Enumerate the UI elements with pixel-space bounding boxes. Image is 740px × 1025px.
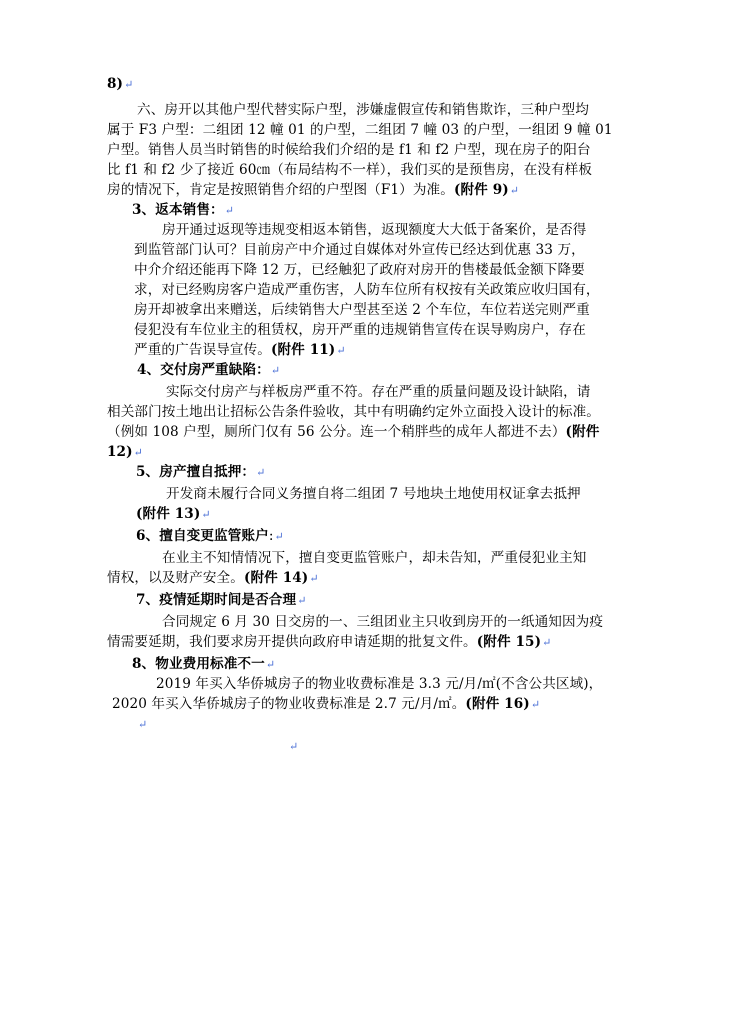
text-line xyxy=(134,280,600,300)
attachment-ref: (附件 16) xyxy=(465,696,530,712)
line-text: 房开通过返现等违规变相返本销售，返现额度大大低于备案价，是否得 xyxy=(162,222,587,238)
text-line xyxy=(137,714,147,735)
paragraph-mark-icon: ↵ xyxy=(336,344,346,357)
paragraph-mark-icon: ↵ xyxy=(270,364,281,377)
paragraph-mark-icon: ↵ xyxy=(297,594,307,607)
text-line xyxy=(162,612,603,632)
paragraph-mark-icon: ↵ xyxy=(309,572,319,585)
colon-text: : xyxy=(268,528,274,544)
text-line xyxy=(166,484,581,504)
paragraph-mark-icon: ↵ xyxy=(256,466,266,479)
line-text: 8) xyxy=(107,76,124,92)
text-line xyxy=(107,568,319,589)
line-text: 情需要延期，我们要求房开提供向政府申请延期的批复文件。 xyxy=(107,634,477,650)
paragraph-mark-icon: ↵ xyxy=(124,78,134,91)
line-text: 开发商未履行合同义务擅自将二组团 7 号地块土地使用权证拿去抵押 xyxy=(166,486,581,502)
line-text: 相关部门按土地出让招标公告条件验收，其中有明确约定外立面投入设计的标准。 xyxy=(107,404,600,420)
text-line xyxy=(107,180,519,201)
line-text: 7、疫情延期时间是否合理 xyxy=(136,592,297,608)
line-text: 比 f1 和 f2 少了接近 60㎝（布局结构不一样），我们买的是预售房，在没有样板 xyxy=(107,162,593,178)
paragraph-mark-icon: ↵ xyxy=(509,184,520,197)
line-text: 情权，以及财产安全。 xyxy=(107,570,244,586)
text-line xyxy=(134,340,346,361)
text-line xyxy=(107,120,613,140)
text-line xyxy=(107,74,133,95)
text-line xyxy=(132,654,275,675)
text-line xyxy=(107,632,551,653)
attachment-ref: (附件 9) xyxy=(453,182,509,198)
line-text: (附件 13) xyxy=(136,506,201,522)
text-line xyxy=(136,504,211,525)
line-text: 2019 年买入华侨城房子的物业收费标准是 3.3 元/月/㎡(不含公共区域)， xyxy=(156,676,603,692)
text-line xyxy=(132,200,234,221)
attachment-ref: (附件 14) xyxy=(243,570,309,586)
line-text: 侵犯没有车位业主的租赁权，房开严重的违规销售宣传在误导购房户，存在 xyxy=(134,322,586,338)
text-line xyxy=(112,694,540,715)
text-line xyxy=(107,422,599,442)
paragraph-mark-icon: ↵ xyxy=(133,446,143,459)
line-text: 2020 年买入华侨城房子的物业收费标准是 2.7 元/月/㎡。 xyxy=(112,696,466,712)
paragraph-mark-icon: ↵ xyxy=(542,636,552,649)
line-text: 求，对已经购房客户造成严重伤害，人防车位所有权按有关政策应收归国有， xyxy=(134,282,600,298)
line-text: 在业主不知情情况下，擅自变更监管账户，却未告知，严重侵犯业主知 xyxy=(162,550,587,566)
line-text: 4、交付房严重缺陷： xyxy=(137,362,270,378)
text-line xyxy=(156,674,602,694)
paragraph-mark-icon: ↵ xyxy=(265,658,276,671)
text-line xyxy=(107,140,591,160)
paragraph-mark-icon: ↵ xyxy=(530,698,541,711)
line-text: 属于 F3 户型：二组团 12 幢 01 的户型，二组团 7 幢 03 的户型，一组团 9 幢 01 xyxy=(107,122,613,138)
attachment-ref: (附件 15) xyxy=(476,634,542,650)
text-line xyxy=(136,526,284,547)
line-text: 严重的广告误导宣传。 xyxy=(134,342,271,358)
line-text: 8、物业费用标准不一 xyxy=(132,656,265,672)
paragraph-mark-icon: ↵ xyxy=(224,204,235,217)
line-text: 六、房开以其他户型代替实际户型，涉嫌虚假宣传和销售欺诈，三种户型均 xyxy=(137,102,589,118)
line-text: 合同规定 6 月 30 日交房的一、三组团业主只收到房开的一纸通知因为疫 xyxy=(162,614,604,630)
line-text: 房的情况下，肯定是按照销售介绍的户型图（F1）为准。 xyxy=(107,182,454,198)
line-text: 12) xyxy=(107,444,133,460)
paragraph-mark-icon: ↵ xyxy=(274,530,284,543)
attachment-ref: (附件 xyxy=(565,424,600,440)
text-line xyxy=(166,382,591,402)
text-line xyxy=(288,736,298,757)
line-text: 3、返本销售： xyxy=(132,202,224,218)
line-text: 房开却被拿出来赠送，后续销售大户型甚至送 2 个车位，车位若送完则严重 xyxy=(134,302,590,318)
text-line xyxy=(134,320,586,340)
text-line xyxy=(162,548,587,568)
text-line xyxy=(107,402,600,422)
line-text: 6、擅自变更监管账户 xyxy=(136,528,269,544)
text-line xyxy=(107,442,143,463)
line-text: 5、房产擅自抵押： xyxy=(136,464,256,480)
text-line xyxy=(107,160,592,180)
line-text: 中介介绍还能再下降 12 万，已经触犯了政府对房开的售楼最低金额下降要 xyxy=(134,262,585,278)
text-line xyxy=(134,240,585,260)
text-line xyxy=(137,100,589,120)
text-line xyxy=(136,462,265,483)
paragraph-mark-icon: ↵ xyxy=(289,740,299,753)
text-line xyxy=(134,300,590,320)
text-line xyxy=(137,360,280,381)
line-text: 实际交付房产与样板房严重不符。存在严重的质量问题及设计缺陷，请 xyxy=(166,384,591,400)
line-text: （例如 108 户型，厕所门仅有 56 公分。连一个稍胖些的成年人都进不去） xyxy=(107,424,566,440)
text-line xyxy=(134,260,585,280)
text-line xyxy=(162,220,587,240)
paragraph-mark-icon: ↵ xyxy=(201,508,211,521)
attachment-ref: (附件 11) xyxy=(270,342,336,358)
line-text: 到监管部门认可？目前房产中介通过自媒体对外宣传已经达到优惠 33 万， xyxy=(134,242,585,258)
paragraph-mark-icon: ↵ xyxy=(138,718,148,731)
text-line xyxy=(136,590,307,611)
line-text: 户型。销售人员当时销售的时候给我们介绍的是 f1 和 f2 户型，现在房子的阳台 xyxy=(107,142,591,158)
